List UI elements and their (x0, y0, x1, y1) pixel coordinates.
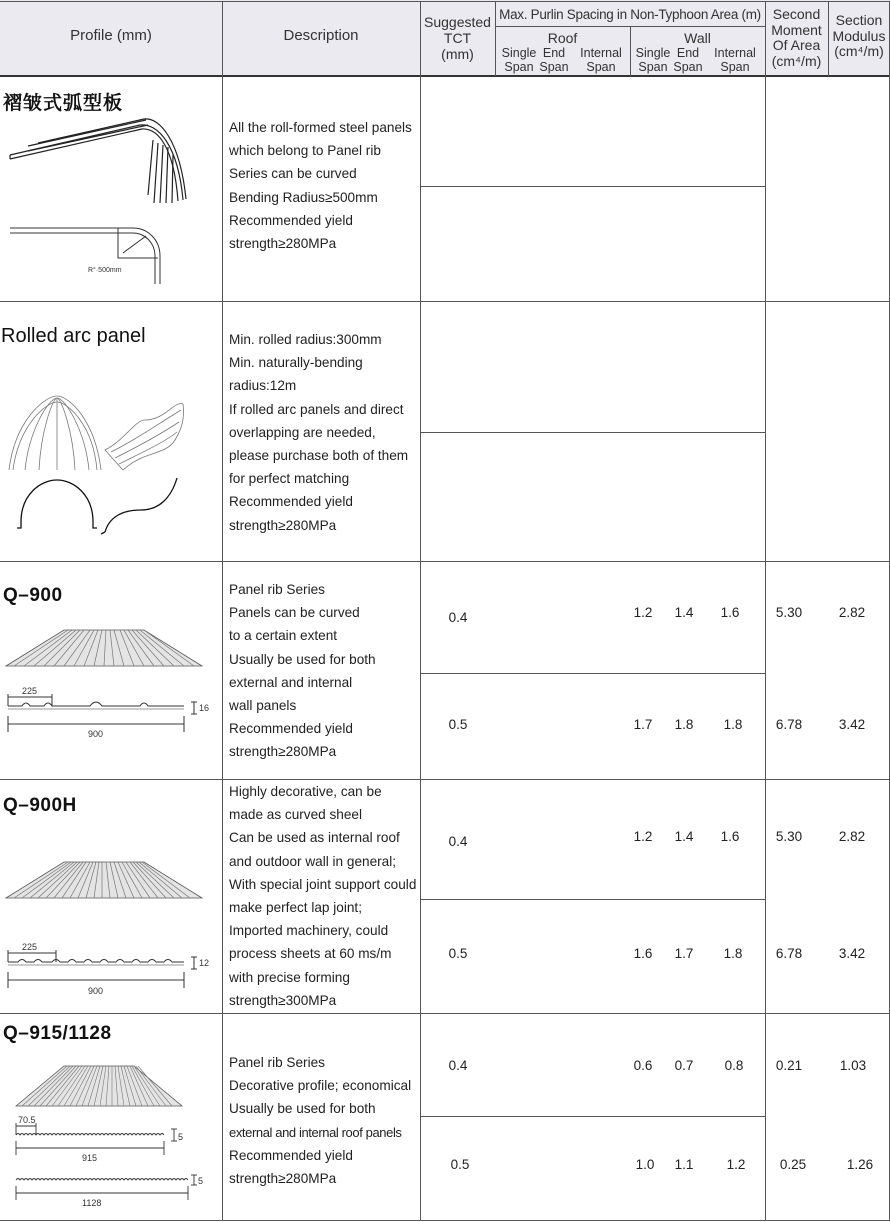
row-separator (0, 1013, 890, 1014)
label: Internal (714, 46, 756, 60)
q900h-dimension-figure (4, 938, 214, 998)
desc-line: Recommended yield (229, 212, 353, 228)
desc-line: overlapping are needed, (229, 424, 376, 440)
desc-line: external and internal roof panels (229, 1124, 402, 1140)
desc-line: strength≥300MPa (229, 992, 337, 1008)
moment-value: 6.78 (775, 946, 803, 961)
divider (765, 1, 766, 1221)
header-wall: Wall (684, 30, 711, 46)
row-description (229, 578, 376, 764)
desc-line: Min. naturally-bending (229, 355, 363, 371)
header-description: Description (283, 27, 359, 44)
modulus-value: 3.42 (838, 717, 866, 732)
wall-internal-value: 1.6 (720, 605, 740, 620)
label: End (676, 46, 700, 60)
wall-internal-value: 0.8 (724, 1058, 744, 1073)
label: Span (539, 60, 569, 74)
radius-label: R°·500mm (88, 267, 122, 274)
header-tct-line: TCT (443, 30, 472, 46)
modulus-value: 1.03 (839, 1058, 867, 1073)
row-description (229, 1051, 411, 1190)
tct-value: 0.5 (448, 717, 468, 732)
row-separator (0, 779, 890, 780)
row-description (229, 116, 412, 255)
header-modulus (828, 13, 890, 60)
label: Span (586, 60, 616, 74)
curved-panel-figure (8, 115, 188, 205)
row-separator (0, 561, 890, 562)
dim-height-2: 5 (198, 1176, 204, 1186)
dim-width: 900 (88, 729, 104, 739)
label: Section (835, 12, 883, 28)
desc-line: Bending Radius≥500mm (229, 189, 378, 205)
dim-width-1128: 1128 (82, 1198, 102, 1208)
desc-line: external and internal (229, 674, 353, 690)
desc-line: Highly decorative, can be (229, 784, 382, 799)
row-title: Rolled arc panel (1, 325, 146, 347)
wall-single-value: 1.2 (633, 605, 653, 620)
wall-single-value: 1.0 (635, 1157, 655, 1172)
wall-internal-value: 1.8 (723, 946, 743, 961)
wall-end-value: 1.4 (674, 605, 694, 620)
desc-line: Usually be used for both (229, 1101, 376, 1117)
tct-value: 0.5 (448, 946, 468, 961)
label: Span (720, 60, 750, 74)
desc-line: strength≥280MPa (229, 517, 337, 533)
row-title: Q–900 (3, 585, 63, 606)
desc-line: Can be used as internal roof (229, 830, 400, 846)
wall-end-value: 1.4 (674, 829, 694, 844)
moment-value: 5.30 (775, 829, 803, 844)
desc-line: and outdoor wall in general; (229, 853, 397, 869)
divider (630, 26, 631, 76)
tct-value: 0.4 (448, 1058, 468, 1073)
header-profile: Profile (mm) (70, 27, 152, 44)
moment-value: 5.30 (775, 605, 803, 620)
row-separator (0, 301, 890, 302)
modulus-value: 2.82 (838, 829, 866, 844)
label: (cm⁴/m) (771, 52, 822, 69)
row-title: Q–915/1128 (3, 1023, 112, 1044)
label: Moment (771, 21, 822, 38)
dim-pitch: 225 (22, 942, 38, 952)
q915-dimension-figure (10, 1115, 210, 1210)
wall-end-value: 1.1 (674, 1157, 694, 1172)
label: Single (635, 46, 671, 60)
q900h-panel-figure (4, 858, 204, 903)
label: Modulus (832, 27, 886, 44)
desc-line: please purchase both of them (229, 447, 409, 463)
tct-value: 0.4 (448, 834, 468, 849)
desc-line: Usually be used for both (229, 651, 376, 667)
q900-dimension-figure (4, 686, 214, 746)
wall-single-value: 1.7 (633, 717, 653, 732)
header-bottom-border (0, 75, 890, 77)
q915-panel-figure (14, 1062, 184, 1110)
moment-value: 0.21 (775, 1058, 803, 1073)
row-separator (0, 1220, 890, 1221)
row-title: 褶皱式弧型板 (3, 92, 124, 114)
label: Span (673, 60, 703, 74)
wall-internal-value: 1.2 (726, 1157, 746, 1172)
header-wall-internal (710, 46, 760, 74)
header-roof-internal (576, 46, 626, 74)
modulus-value: 2.82 (838, 605, 866, 620)
desc-line: Min. rolled radius:300mm (229, 332, 382, 347)
wall-internal-value: 1.6 (720, 829, 740, 844)
dim-height: 12 (199, 958, 210, 968)
wall-single-value: 1.6 (633, 946, 653, 961)
label: Single (501, 46, 537, 60)
divider (420, 1, 421, 1221)
modulus-value: 3.42 (838, 946, 866, 961)
desc-line: Imported machinery, could (229, 923, 389, 939)
wall-single-value: 0.6 (633, 1058, 653, 1073)
dim-height: 16 (199, 703, 210, 713)
desc-line: wall panels (229, 697, 297, 713)
desc-line: Series can be curved (229, 166, 357, 182)
row-description (229, 328, 408, 537)
desc-line: Panel rib Series (229, 582, 325, 597)
desc-line: made as curved sheel (229, 807, 362, 823)
desc-line: for perfect matching (229, 471, 350, 487)
subrow-separator (420, 1116, 765, 1117)
label: Second (772, 6, 821, 22)
subrow-separator (420, 186, 765, 187)
desc-line: If rolled arc panels and direct (229, 401, 404, 417)
desc-line: All the roll-formed steel panels (229, 120, 412, 135)
header-tct-line: Suggested (424, 14, 491, 30)
desc-line: which belong to Panel rib (229, 143, 381, 159)
desc-line: With special joint support could (229, 876, 417, 892)
dim-pitch: 70.5 (18, 1115, 36, 1125)
row-description (229, 780, 416, 1012)
desc-line: Decorative profile; economical (229, 1078, 412, 1094)
desc-line: process sheets at 60 ms/m (229, 946, 392, 962)
row-title: Q–900H (3, 795, 77, 816)
desc-line: strength≥280MPa (229, 1170, 337, 1186)
dim-width-915: 915 (82, 1153, 98, 1163)
tct-value: 0.5 (450, 1157, 470, 1172)
desc-line: radius:12m (229, 378, 297, 394)
label: End (542, 46, 566, 60)
header-moment (765, 7, 828, 69)
desc-line: make perfect lap joint; (229, 899, 362, 915)
desc-line: Recommended yield (229, 494, 353, 510)
divider (495, 1, 496, 76)
label: Internal (580, 46, 622, 60)
desc-line: to a certain extent (229, 628, 338, 644)
wall-end-value: 0.7 (674, 1058, 694, 1073)
desc-line: Panel rib Series (229, 1055, 325, 1070)
header-purlin: Max. Purlin Spacing in Non-Typhoon Area (m) (499, 7, 761, 22)
header-roof-end (533, 46, 575, 74)
dim-height: 5 (178, 1132, 184, 1142)
arc-panel-figure (5, 390, 195, 550)
q900-panel-figure (4, 626, 204, 671)
desc-line: Panels can be curved (229, 605, 360, 621)
desc-line: Recommended yield (229, 721, 353, 737)
desc-line: Recommended yield (229, 1147, 353, 1163)
moment-value: 0.25 (779, 1157, 807, 1172)
dim-width: 900 (88, 986, 104, 996)
subrow-separator (420, 432, 765, 433)
modulus-value: 1.26 (846, 1157, 874, 1172)
label: Of Area (772, 37, 821, 53)
border-top (0, 1, 890, 2)
desc-line: strength≥280MPa (229, 235, 337, 251)
moment-value: 6.78 (775, 717, 803, 732)
label: Span (638, 60, 668, 74)
wall-single-value: 1.2 (633, 829, 653, 844)
divider (222, 1, 223, 1221)
label: (cm⁴/m) (834, 43, 884, 59)
wall-end-value: 1.7 (674, 946, 694, 961)
tct-value: 0.4 (448, 610, 468, 625)
header-tct (420, 14, 495, 62)
divider (828, 1, 829, 76)
wall-internal-value: 1.8 (723, 717, 743, 732)
header-tct-line: (mm) (441, 46, 474, 62)
header-roof: Roof (547, 30, 578, 46)
subrow-separator (420, 899, 765, 900)
header-wall-end (667, 46, 709, 74)
subrow-separator (420, 673, 765, 674)
label: Span (504, 60, 534, 74)
desc-line: strength≥280MPa (229, 744, 337, 760)
bending-radius-figure (8, 218, 168, 288)
wall-end-value: 1.8 (674, 717, 694, 732)
dim-pitch: 225 (22, 686, 38, 696)
desc-line: with precise forming (229, 969, 350, 985)
